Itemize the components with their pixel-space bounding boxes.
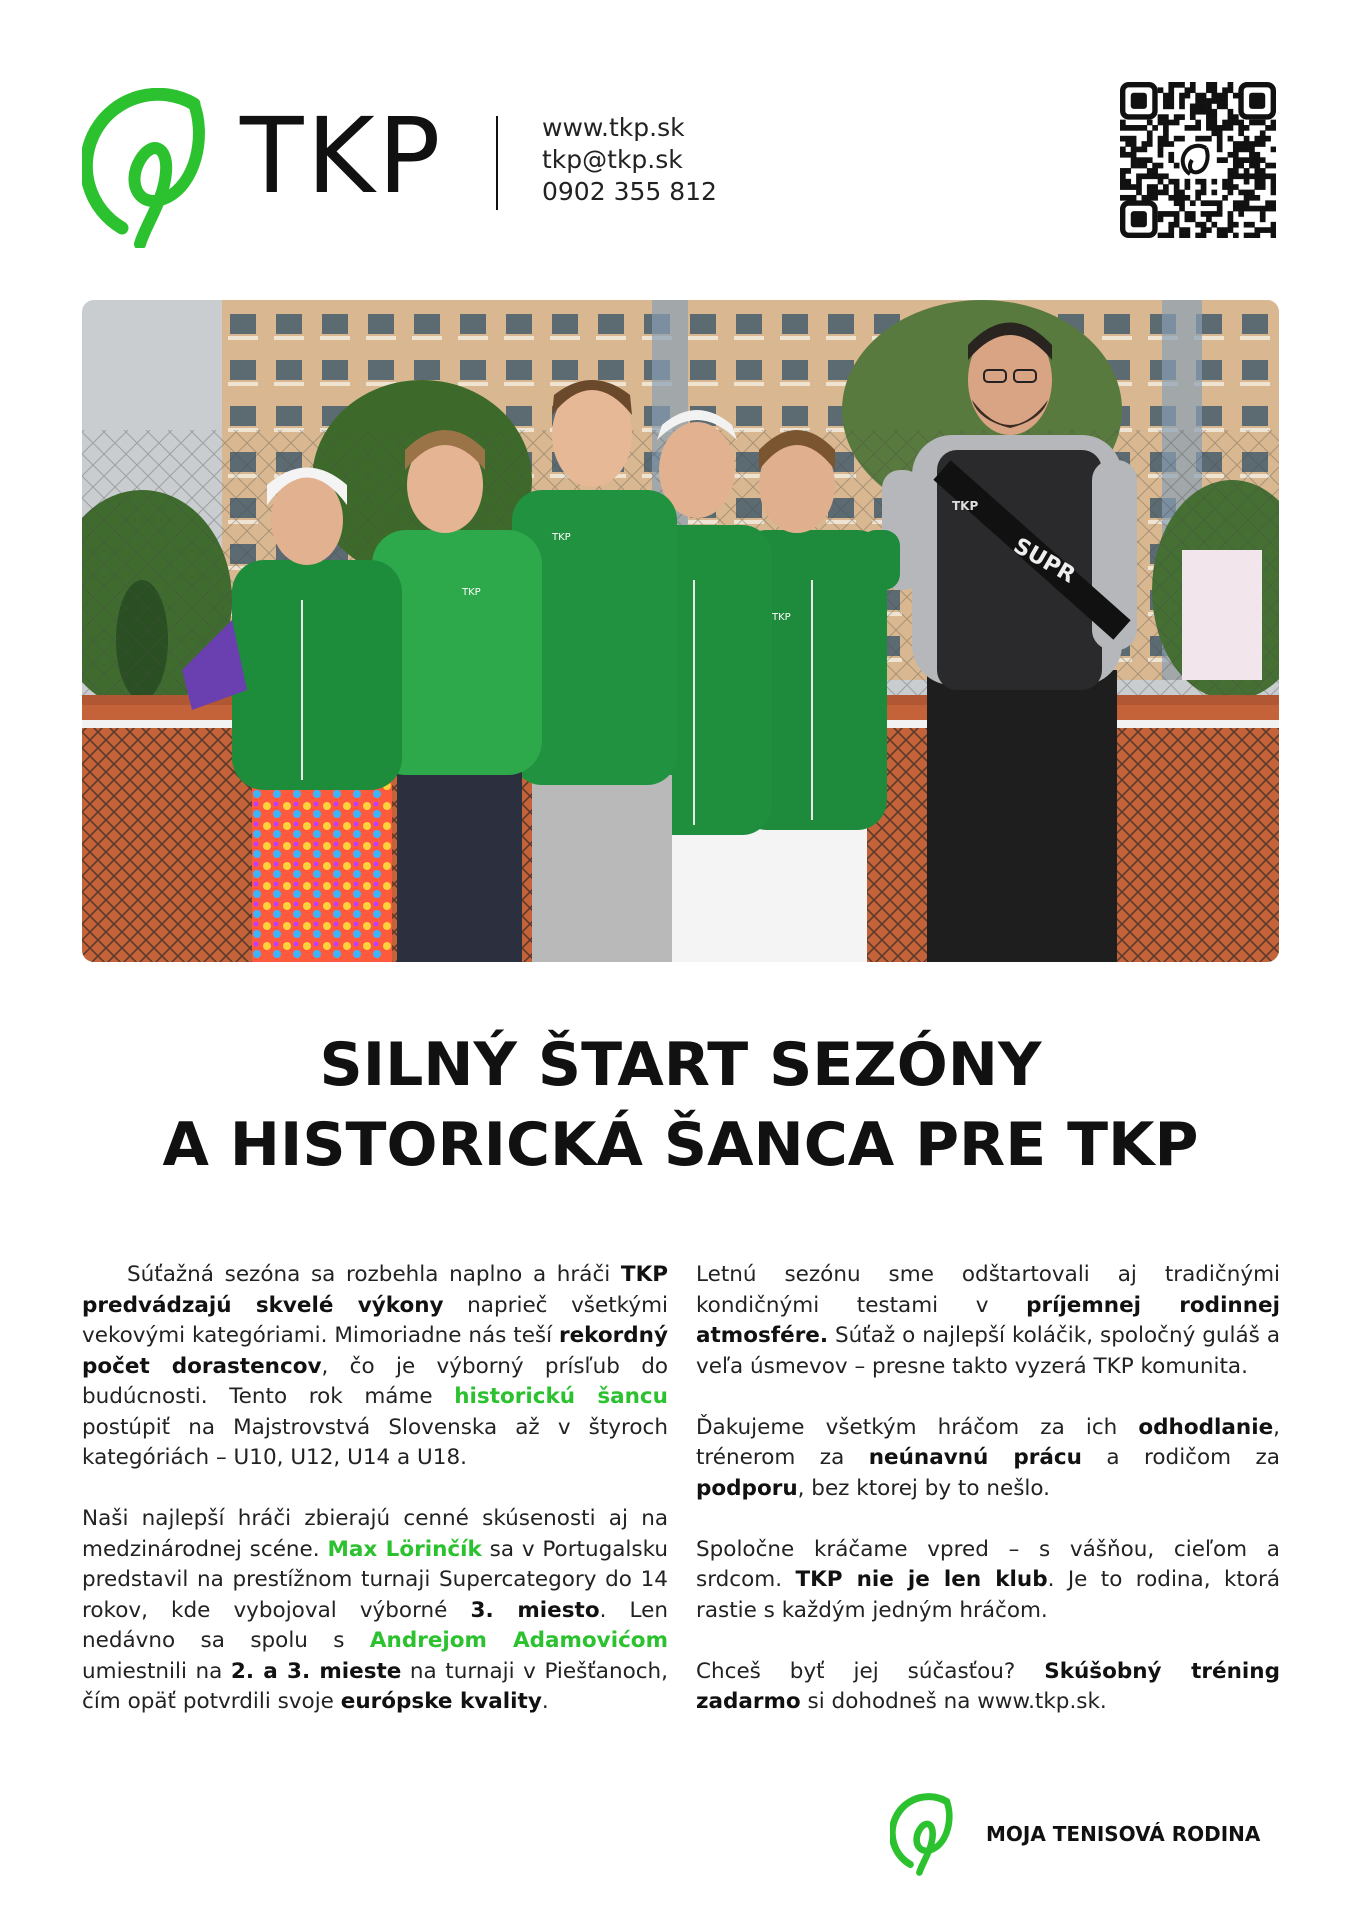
text-span: , čo je výborný prísľub do budúcnosti. Tento rok máme: [82, 1353, 669, 1409]
bold-span: rekordný počet dorastencov: [82, 1323, 668, 1379]
bold-span: Skúšobný tréning zadarmo: [696, 1658, 1280, 1714]
article-right-column: [696, 1260, 1280, 1748]
text-span: naprieč všetkými vekovými kategóriami. Mimoriadne nás teší: [82, 1292, 668, 1348]
text-span: , trénerom za: [696, 1414, 1280, 1470]
paragraph-summer-season: [696, 1260, 1280, 1382]
text-span: Spoločne kráčame vpred – s vášňou, cieľom a srdcom.: [696, 1536, 1280, 1592]
kid5-logo-text: TKP: [772, 612, 791, 623]
bold-span: neúnavnú prácu: [868, 1445, 1082, 1470]
text-span: , bez ktorej by to nešlo.: [797, 1475, 1050, 1501]
bold-span: príjemnej rodinnej atmosfére.: [696, 1292, 1280, 1348]
text-span: umiestnili na: [82, 1658, 231, 1684]
qr-code-icon: [1120, 82, 1276, 238]
headline-line-2: A HISTORICKÁ ŠANCA PRE TKP: [162, 1110, 1199, 1180]
text-span: .: [541, 1689, 549, 1714]
text-span: sa v Portugalsku predstavil na prestížnom turnaji Supercategory do 14 rokov, kde vybojoval výborné: [82, 1536, 669, 1623]
highlight-span: historickú šancu: [454, 1384, 668, 1409]
team-photo: [82, 300, 1279, 962]
text-span: . Len nedávno sa spolu s: [82, 1597, 668, 1653]
text-span: si dohodneš na www.tkp.sk.: [800, 1689, 1107, 1714]
footer-tagline: MOJA TENISOVÁ RODINA: [986, 1822, 1261, 1846]
header: [82, 82, 1282, 262]
kid2-logo-text: TKP: [462, 587, 481, 598]
text-span: Letnú sezónu sme odštartovali aj tradičnými kondičnými testami v: [696, 1262, 1280, 1318]
paragraph-cta: [696, 1657, 1280, 1718]
bold-span: TKP nie je len klub: [795, 1567, 1048, 1592]
tkp-leaf-logo-icon: [890, 1792, 962, 1876]
bold-span: európske kvality: [340, 1689, 542, 1714]
contact-block: [542, 112, 717, 208]
bold-span: 2. a 3. mieste: [230, 1658, 402, 1684]
text-span: Súťaž o najlepší koláčik, spoločný guláš a veľa úsmevov – presne takto vyzerá TKP komunita.: [696, 1323, 1280, 1379]
email-link[interactable]: tkp@tkp.sk: [542, 145, 683, 174]
article-left-column: [82, 1260, 668, 1748]
coach-logo-text: TKP: [952, 499, 979, 513]
text-span: Súťažná sezóna sa rozbehla naplno a hráči: [127, 1262, 621, 1287]
tkp-leaf-logo-icon: [82, 88, 224, 248]
paragraph-family: [696, 1535, 1280, 1627]
kid3-logo-text: TKP: [552, 532, 571, 543]
headline: [82, 1025, 1279, 1185]
text-span: . Je to rodina, ktorá rastie s každým jedným hráčom.: [696, 1567, 1281, 1623]
text-span: Chceš byť jej súčasťou?: [696, 1658, 1045, 1684]
bold-span: 3. miesto: [470, 1597, 600, 1623]
text-span: na turnaji v Piešťanoch, čím opäť potvrdili svoje: [82, 1658, 669, 1714]
footer: [890, 1792, 1280, 1878]
header-divider: [496, 116, 498, 210]
text-span: postúpiť na Majstrovstvá Slovenska až v štyroch kategóriách – U10, U12, U14 a U18.: [82, 1414, 668, 1470]
phone-number: 0902 355 812: [542, 177, 717, 206]
jacket-text: SUPR: [1009, 533, 1080, 589]
paragraph-thanks: [696, 1413, 1280, 1505]
website-link[interactable]: www.tkp.sk: [542, 113, 685, 142]
text-span: Ďakujeme všetkým hráčom za ich: [696, 1414, 1139, 1440]
text-span: Naši najlepší hráči zbierajú cenné skúsenosti aj na medzinárodnej scéne.: [82, 1506, 668, 1562]
brand-name: TKP: [240, 95, 444, 217]
bold-span: odhodlanie: [1138, 1414, 1274, 1440]
highlight-span: Max Lörinčík: [327, 1536, 482, 1562]
bold-span: podporu: [696, 1475, 798, 1501]
paragraph-season-start: [82, 1260, 668, 1474]
paragraph-international: [82, 1504, 668, 1718]
text-span: a rodičom za: [1081, 1445, 1280, 1470]
highlight-span: Andrejom Adamovićom: [369, 1628, 668, 1653]
headline-line-1: SILNÝ ŠTART SEZÓNY: [319, 1030, 1042, 1100]
bold-span: TKP predvádzajú skvelé výkony: [82, 1262, 668, 1318]
